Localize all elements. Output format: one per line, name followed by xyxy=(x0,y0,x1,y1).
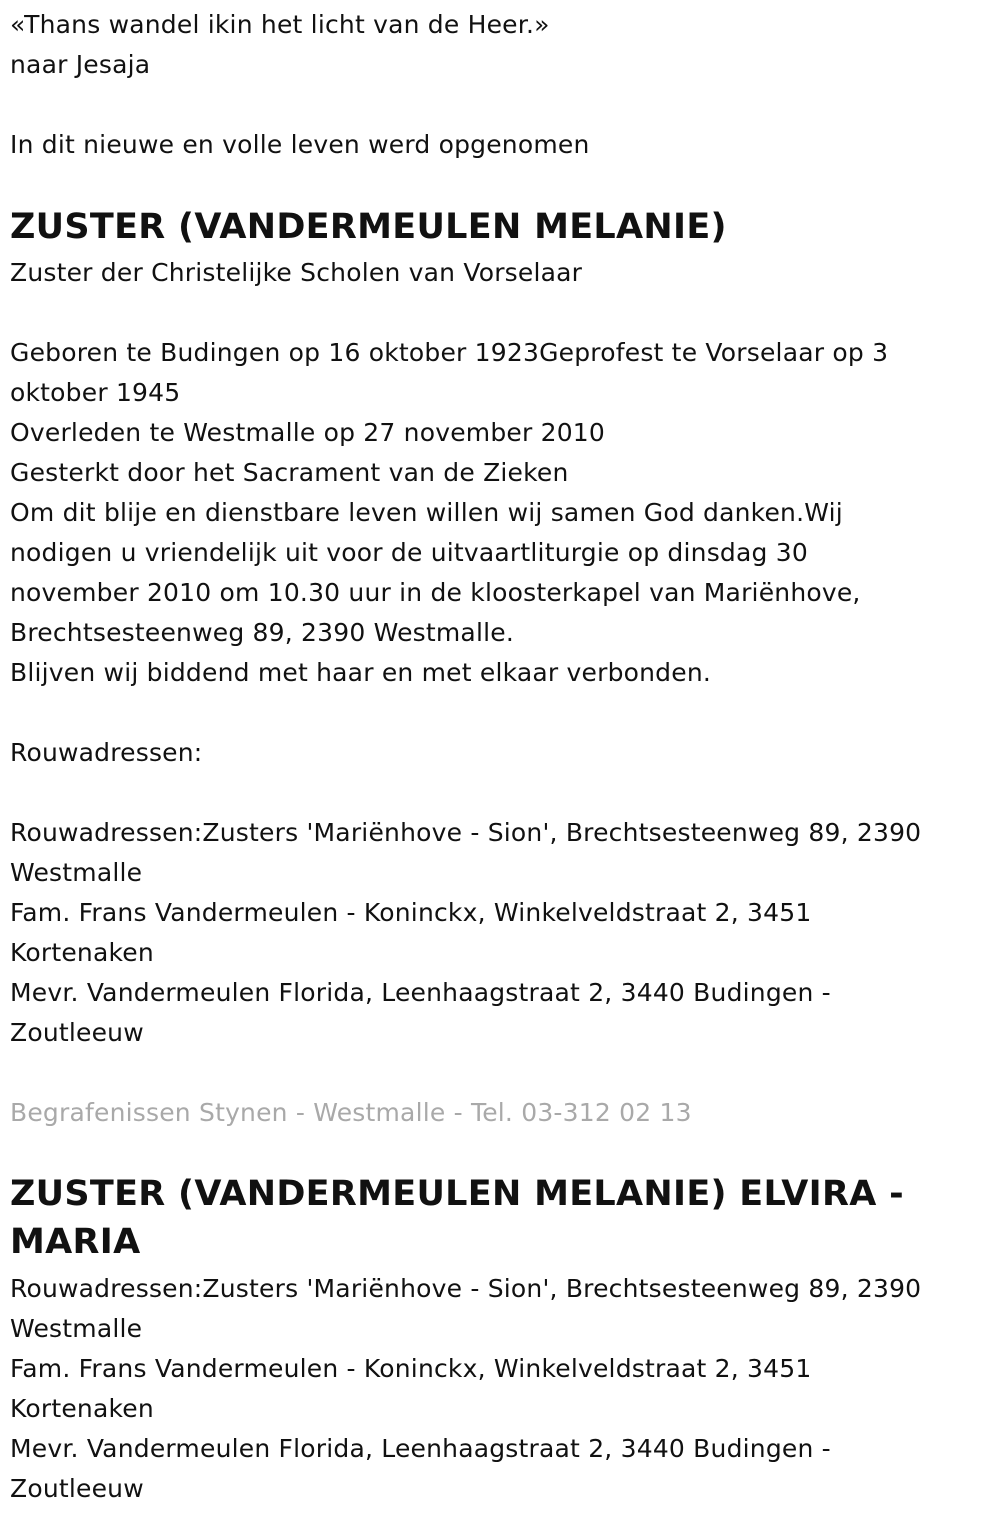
announcement-line: Gesterkt door het Sacrament van de Zieken xyxy=(10,458,569,487)
mourning-address-line: Zoutleeuw xyxy=(10,1018,144,1047)
announcement-line: Geboren te Budingen op 16 oktober 1923Geprofest te Vorselaar op 3 xyxy=(10,338,889,367)
mourning-address-line: Fam. Frans Vandermeulen - Koninckx, Winkelveldstraat 2, 3451 xyxy=(10,898,812,927)
announcement-line: Blijven wij biddend met haar en met elkaar verbonden. xyxy=(10,658,712,687)
announcement-line: oktober 1945 xyxy=(10,378,181,407)
intro-text: In dit nieuwe en volle leven werd opgenomen xyxy=(10,130,590,159)
second-entry-address-line: Fam. Frans Vandermeulen - Koninckx, Winkelveldstraat 2, 3451 xyxy=(10,1354,812,1383)
announcement-line: november 2010 om 10.30 uur in de kloosterkapel van Mariënhove, xyxy=(10,578,861,607)
second-entry-heading: MARIA xyxy=(10,1222,141,1262)
second-entry-heading: ZUSTER (VANDERMEULEN MELANIE) ELVIRA - xyxy=(10,1174,904,1214)
announcement-line: Brechtsesteenweg 89, 2390 Westmalle. xyxy=(10,618,514,647)
announcement-line: Om dit blije en dienstbare leven willen wij samen God danken.Wij xyxy=(10,498,843,527)
deceased-name-heading: ZUSTER (VANDERMEULEN MELANIE) xyxy=(10,207,727,247)
mourning-address-line: Mevr. Vandermeulen Florida, Leenhaagstraat 2, 3440 Budingen - xyxy=(10,978,831,1007)
second-entry-address-line: Mevr. Vandermeulen Florida, Leenhaagstraat 2, 3440 Budingen - xyxy=(10,1434,831,1463)
second-entry-address-line: Kortenaken xyxy=(10,1394,154,1423)
funeral-home-line: Begrafenissen Stynen - Westmalle - Tel. 03-312 02 13 xyxy=(10,1098,692,1127)
quote-source: naar Jesaja xyxy=(10,50,151,79)
mourning-address-line: Westmalle xyxy=(10,858,143,887)
announcement-line: nodigen u vriendelijk uit voor de uitvaartliturgie op dinsdag 30 xyxy=(10,538,808,567)
mourning-addresses-label: Rouwadressen: xyxy=(10,738,203,767)
quote-text: «Thans wandel ikin het licht van de Heer.» xyxy=(10,10,550,39)
second-entry-address-line: Westmalle xyxy=(10,1314,143,1343)
announcement-line: Overleden te Westmalle op 27 november 2010 xyxy=(10,418,606,447)
mourning-address-line: Kortenaken xyxy=(10,938,154,967)
second-entry-address-line: Zoutleeuw xyxy=(10,1474,144,1503)
mourning-address-line: Rouwadressen:Zusters 'Mariënhove - Sion', Brechtsesteenweg 89, 2390 xyxy=(10,818,922,847)
second-entry-address-line: Rouwadressen:Zusters 'Mariënhove - Sion', Brechtsesteenweg 89, 2390 xyxy=(10,1274,922,1303)
congregation-line: Zuster der Christelijke Scholen van Vorselaar xyxy=(10,258,583,287)
